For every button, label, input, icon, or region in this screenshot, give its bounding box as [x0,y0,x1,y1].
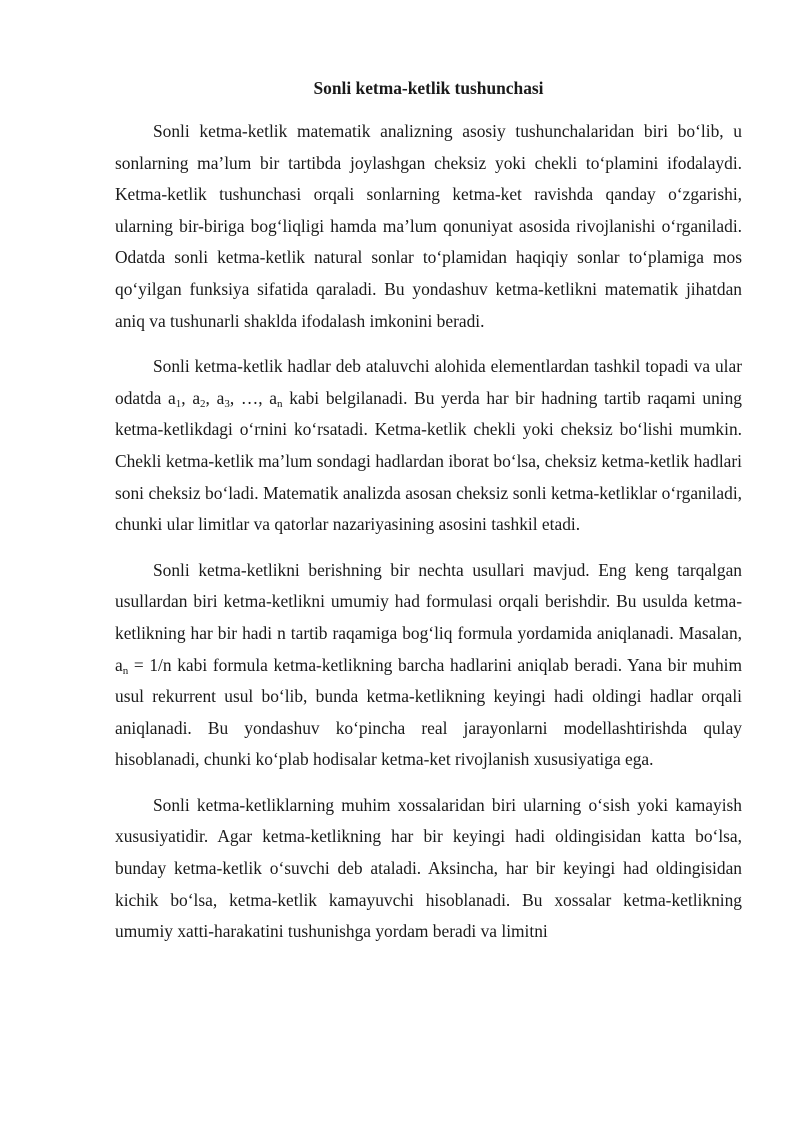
document-page [115,0,742,948]
subscript-3: 3 [224,397,230,410]
paragraph-4: Sonli ketma-ketliklarning muhim xossalaridan biri ularning o‘sish yoki kamayish xususiyatidir. Agar ketma-ketlikning har bir keyingi hadi oldingisidan katta bo‘lsa, bunday ketma-ketlik o‘suvchi deb ataladi. Aksincha, har bir keyingi had oldingisidan kichik bo‘lsa, ketma-ketlik kamayuvchi hisoblanadi. Bu xossalar ketma-ketlikning umumiy xatti-harakatini tushunishga yordam beradi va limitni [115,794,742,942]
subscript-1: 1 [175,397,182,410]
document-title: Sonli ketma-ketlik tushunchasi [313,78,544,98]
term-a: a [168,387,176,408]
paragraph-1: Sonli ketma-ketlik matematik analizning asosiy tushunchalaridan biri bo‘lib, u sonlarning ma’lum bir tartibda joylashgan cheksiz yoki chekli to‘plamini ifodalaydi. Ketma-ketlik tushunchasi orqali sonlarning ketma-ket ravishda qanday o‘zgarishi, ularning bir-biriga bog‘liqligi hamda ma’lum qonuniyat asosida rivojlanishi o‘rganiladi. Odatda sonli ketma-ketlik natural sonlar to‘plamidan haqiqiy sonlar to‘plamiga mos qo‘yilgan funksiya sifatida qaraladi. Bu yondashuv ketma-ketlikni matematik jihatdan aniq va tushunarli shaklda ifodalash imkonini beradi. [115,121,742,331]
paragraph-2-text-end: kabi belgilanadi. Bu yerda har bir hadning tartib raqami uning ketma-ketlikdagi o‘rnini ko‘rsatadi. Ketma-ketlik chekli yoki cheksiz bo‘lishi mumkin. Chekli ketma-ketlik ma’lum sondagi hadlardan iborat bo‘lsa, cheksiz ketma-ketlik hadlari soni cheksiz bo‘ladi. Matematik analizda asosan cheksiz sonli ketma-ketliklar o‘rganiladi, chunki ular limitlar va qatorlar nazariyasining asosini tashkil etadi. [115,387,742,535]
paragraph-3-text-end: = 1/n kabi formula ketma-ketlikning barcha hadlarini aniqlab beradi. Yana bir muhim usul rekurrent usul bo‘lib, bunda ketma-ketlikning keyingi hadi oldingi hadlar orqali aniqlanadi. Bu yondashuv ko‘pincha real jarayonlarni modellashtirishda qulay hisoblanadi, chunki ko‘plab hodisalar ketma-ket rivojlanish xususiyatiga ega. [115,654,742,770]
paragraph-3-text-start: Sonli ketma-ketlikni berishning bir nechta usullari mavjud. Eng keng tarqalgan usullardan biri ketma-ketlikni umumiy had formulasi orqali berishdir. Bu usulda ketma-ketlikning har bir hadi n tartib raqamiga bog‘liq formula yordamida aniqlanadi. Masalan, a [115,559,742,675]
paragraph-2 [115,351,742,541]
separator-3: , …, a [229,387,277,408]
subscript-2: 2 [200,397,206,410]
subscript-n: n [277,397,283,410]
paragraph-3 [115,555,742,776]
separator-2: , a [205,387,225,408]
paragraph-2-text-start: Sonli ketma-ketlik hadlar deb ataluvchi alohida elementlardan tashkil topadi va ular odatda [115,356,742,408]
separator-1: , a [181,387,201,408]
formula-subscript-n: n [122,664,129,677]
